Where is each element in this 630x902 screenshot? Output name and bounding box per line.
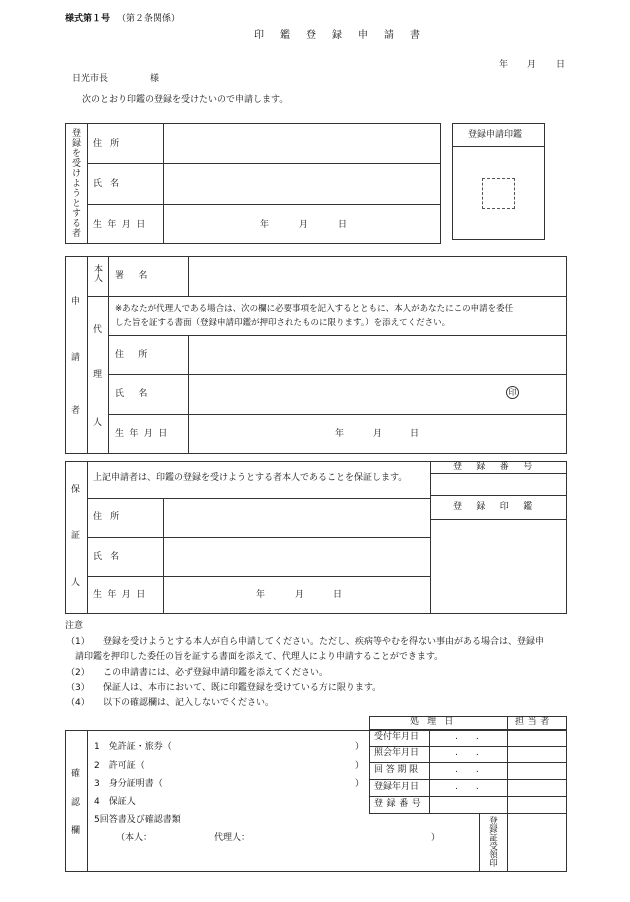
agent-name-label: 氏名 [115, 389, 162, 399]
applicant-side-char-3: 者 [71, 406, 81, 416]
note-3-line1: 保証人は、本市において、既に印鑑登録を受けている方に限ります。 [103, 683, 382, 693]
seal-stamp-area[interactable] [482, 178, 515, 209]
registration-number-label: 登録番号 [374, 799, 425, 809]
registrant-dob-year: 年 [260, 220, 270, 230]
note-4-num: （4） [66, 698, 90, 708]
notes-heading: 注意 [65, 621, 84, 631]
note-1-line1: 登録を受けようとする本人が自ら申請してください。ただし、疾病等やむを得ない事由がある場合は、登録申 [103, 637, 545, 647]
registrant-address-field[interactable] [164, 124, 440, 163]
receipt-date-value[interactable]: . . [455, 732, 479, 742]
answer-deadline-value[interactable]: . . [455, 765, 479, 775]
confirm-item-2[interactable]: 2 許可証（ [94, 761, 145, 771]
agent-confirm-label: 代理人： [214, 833, 251, 843]
registration-date-label: 登録年月日 [374, 782, 420, 792]
applicant-signature-label: 署名 [115, 271, 162, 281]
guarantor-side-char-2: 証 [71, 531, 81, 541]
guarantor-reg-seal-field[interactable] [431, 520, 566, 613]
registrant-address-label: 住所 [93, 139, 128, 149]
confirm-side-char-1: 確 [71, 769, 81, 779]
note-1-num: （1） [66, 637, 90, 647]
cert-receipt-stamp-field[interactable] [508, 814, 566, 871]
note-3-num: （3） [66, 683, 90, 693]
confirm-item-1[interactable]: 1 免許証・旅券（ [94, 742, 172, 752]
processing-date-header: 処理日 [410, 717, 462, 727]
confirm-item-2-close: ） [355, 761, 365, 771]
note-4-line1: 以下の確認欄は、記入しないでください。 [103, 698, 275, 708]
registrant-name-label: 氏名 [93, 179, 128, 189]
answer-deadline-label: 回答期限 [374, 765, 421, 775]
form-relation: （第２条関係） [117, 14, 181, 24]
date-year[interactable]: 年 [499, 60, 509, 70]
agent-dob-day: 日 [410, 429, 420, 439]
intro-text: 次のとおり印鑑の登録を受けたいので申請します。 [82, 95, 289, 105]
guarantor-reg-seal-label: 登録印鑑 [453, 502, 547, 512]
confirm-side-char-3: 欄 [71, 826, 81, 836]
applicant-side-char-1: 申 [71, 297, 81, 307]
agent-address-label: 住所 [115, 350, 162, 360]
guarantor-side-char-3: 人 [71, 578, 81, 588]
guarantor-side-char-1: 保 [71, 485, 81, 495]
registrant-name-field[interactable] [164, 164, 440, 204]
honorific: 様 [150, 74, 160, 84]
applicant-signature-field[interactable] [189, 257, 566, 296]
seal-mark-icon: 印 [506, 386, 519, 399]
confirm-item-4[interactable]: 4 保証人 [94, 797, 136, 807]
confirm-side-char-2: 認 [71, 798, 81, 808]
registrant-dob-month: 月 [299, 220, 309, 230]
date-day[interactable]: 日 [556, 60, 566, 70]
cert-receipt-label: 登録証受領印 [487, 816, 498, 867]
agent-side-char-2: 理 [93, 370, 103, 380]
addressee: 日光市長 [72, 74, 109, 84]
staff-header: 担当者 [515, 717, 553, 727]
agent-side-char-1: 代 [93, 325, 103, 335]
form-number: 様式第１号 [65, 14, 111, 24]
guarantor-dob-year: 年 [256, 590, 266, 600]
guarantor-name-field[interactable] [164, 538, 429, 576]
guarantor-dob-month: 月 [295, 590, 305, 600]
guarantor-reg-number-label: 登録番号 [453, 462, 547, 472]
guarantor-dob-label: 生年月日 [93, 590, 151, 600]
agent-side-char-3: 人 [93, 418, 103, 428]
confirm-item-1-close: ） [355, 742, 365, 752]
confirm-item-3-close: ） [355, 779, 365, 789]
note-2-num: （2） [66, 668, 90, 678]
guarantor-dob-day: 日 [333, 590, 343, 600]
confirm-item-3[interactable]: 3 身分証明書（ [94, 779, 163, 789]
staff-field[interactable] [508, 731, 566, 813]
applicant-self-label: 本人 [92, 264, 102, 282]
registration-number-field[interactable] [430, 797, 507, 813]
note-2-line1: この申請書には、必ず登録申請印鑑を添えてください。 [103, 668, 329, 678]
registrant-dob-day: 日 [338, 220, 348, 230]
principal-label: （本人： [116, 833, 153, 843]
agent-address-field[interactable] [189, 336, 566, 374]
inquiry-date-value[interactable]: . . [455, 748, 479, 758]
guarantor-address-field[interactable] [164, 499, 429, 537]
inquiry-date-label: 照会年月日 [374, 748, 420, 758]
seal-box-title: 登録申請印鑑 [468, 130, 523, 140]
agent-note-line2: した旨を証する書面（登録申請印鑑が押印されたものに限ります。）を添えてください。 [115, 318, 451, 328]
guarantor-statement: 上記申請者は、印鑑の登録を受けようとする者本人であることを保証します。 [93, 473, 408, 483]
guarantor-name-label: 氏名 [93, 552, 128, 562]
registrant-side-label: 登録を受けようとする者 [70, 128, 80, 238]
registration-date-value[interactable]: . . [455, 782, 479, 792]
guarantor-address-label: 住所 [93, 512, 128, 522]
note-1-line2: 請印鑑を押印した委任の旨を証する書面を添えて、代理人により申請することができます。 [75, 652, 444, 662]
page-title: 印鑑登録申請書 [254, 30, 436, 41]
agent-dob-label: 生年月日 [115, 429, 173, 439]
agent-dob-year: 年 [335, 429, 345, 439]
guarantor-reg-number-field[interactable] [431, 474, 566, 495]
registrant-dob-label: 生年月日 [93, 220, 151, 230]
confirm-item-5[interactable]: 5回答書及び確認書類 [94, 815, 181, 825]
agent-note-line1: ※あなたが代理人である場合は、次の欄に必要事項を記入するとともに、本人があなたにこの申請を委任 [115, 304, 514, 314]
confirm-close-paren: ） [431, 833, 441, 843]
agent-dob-month: 月 [373, 429, 383, 439]
date-month[interactable]: 月 [527, 60, 537, 70]
applicant-side-char-2: 請 [71, 353, 81, 363]
receipt-date-label: 受付年月日 [374, 732, 420, 742]
